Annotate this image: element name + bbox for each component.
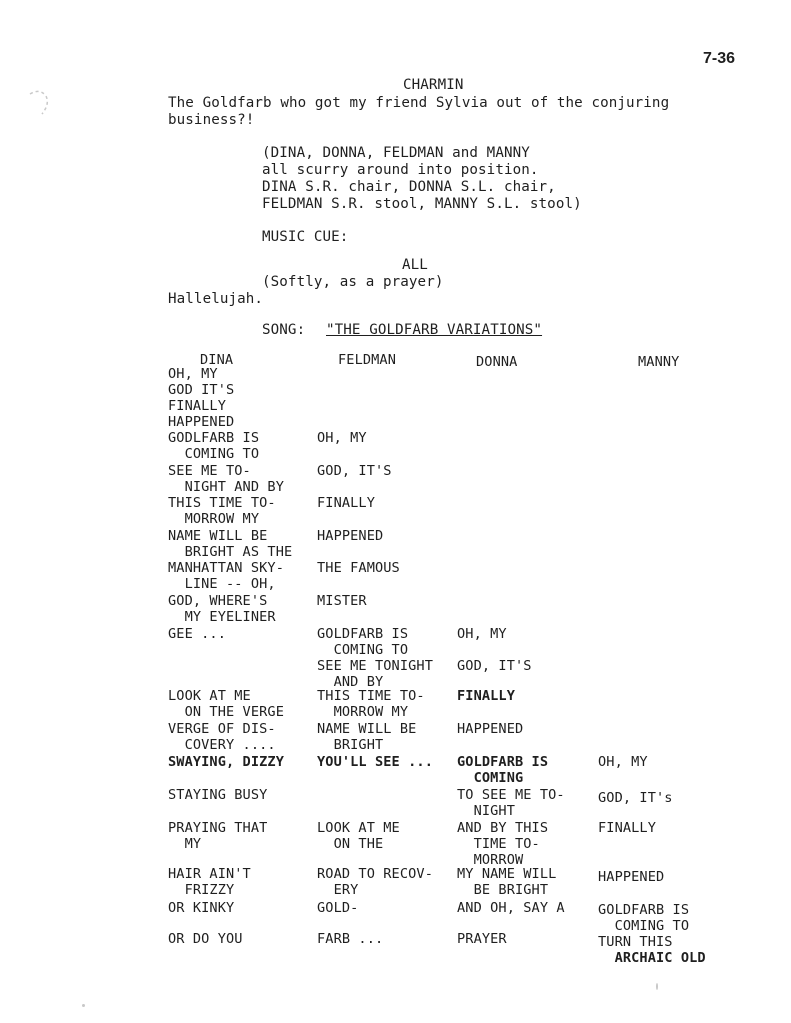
lyric-line-dina: MY [168, 836, 202, 852]
lyric-line-feldman: GOLD- [317, 900, 359, 916]
lyric-line-donna: AND OH, SAY A [457, 900, 565, 916]
lyric-line-dina: FINALLY [168, 398, 226, 414]
column-header-manny: MANNY [638, 354, 680, 370]
lyric-line-manny: OH, MY [598, 754, 648, 770]
lyric-line-feldman: ROAD TO RECOV- [317, 866, 433, 882]
stage-direction-line: all scurry around into position. [262, 162, 539, 178]
lyric-line-feldman: MORROW MY [317, 704, 409, 720]
lyric-line-dina: OR DO YOU [168, 931, 243, 947]
lyric-line-feldman: BRIGHT [317, 737, 384, 753]
stage-direction-line: FELDMAN S.R. stool, MANNY S.L. stool) [262, 196, 582, 212]
lyric-line-donna: GOD, IT'S [457, 658, 532, 674]
lyric-line-manny: HAPPENED [598, 869, 665, 885]
lyric-line-dina: FRIZZY [168, 882, 235, 898]
lyric-line-manny: TURN THIS [598, 934, 673, 950]
lyric-line-dina: COMING TO [168, 446, 260, 462]
lyric-line-dina: SEE ME TO- [168, 463, 251, 479]
lyric-line-donna: OH, MY [457, 626, 507, 642]
lyric-line-dina: HAPPENED [168, 414, 235, 430]
character-name-all: ALL [402, 257, 428, 273]
lyric-line-feldman: ERY [317, 882, 359, 898]
lyric-line-dina: BRIGHT AS THE [168, 544, 293, 560]
lyric-line-dina: OR KINKY [168, 900, 235, 916]
lyric-line-dina: MORROW MY [168, 511, 260, 527]
lyric-line-donna: BE BRIGHT [457, 882, 549, 898]
lyric-line-dina: OH, MY [168, 366, 218, 382]
lyric-line-feldman: THIS TIME TO- [317, 688, 425, 704]
lyric-line-dina: LOOK AT ME [168, 688, 251, 704]
lyric-line-feldman: COMING TO [317, 642, 409, 658]
lyric-line-manny: ARCHAIC OLD [598, 950, 706, 966]
music-cue: MUSIC CUE: [262, 229, 349, 245]
song-title: "THE GOLDFARB VARIATIONS" [326, 322, 543, 338]
lyric-line-feldman: AND BY [317, 674, 384, 690]
column-header-dina: DINA [200, 352, 234, 368]
lyric-line-feldman: LOOK AT ME [317, 820, 400, 836]
lyric-line-dina: THIS TIME TO- [168, 495, 276, 511]
lyric-line-donna: PRAYER [457, 931, 507, 947]
lyric-line-dina: GOD, WHERE'S [168, 593, 268, 609]
lyric-line-dina: NAME WILL BE [168, 528, 268, 544]
column-header-donna: DONNA [476, 354, 518, 370]
lyric-line-feldman: GOD, IT'S [317, 463, 392, 479]
lyric-line-dina: STAYING BUSY [168, 787, 268, 803]
lyric-line-dina: ON THE VERGE [168, 704, 284, 720]
lyric-line-donna: COMING [457, 770, 524, 786]
lyric-line-feldman: OH, MY [317, 430, 367, 446]
lyric-line-dina: COVERY .... [168, 737, 276, 753]
lyric-line-dina: LINE -- OH, [168, 576, 276, 592]
lyric-line-feldman: THE FAMOUS [317, 560, 400, 576]
lyric-line-donna: MORROW [457, 852, 524, 868]
lyric-line-donna: FINALLY [457, 688, 515, 704]
lyric-line-feldman: FINALLY [317, 495, 375, 511]
song-label: SONG: [262, 322, 306, 338]
lyric-line-dina: PRAYING THAT [168, 820, 268, 836]
lyric-line-manny: GOD, IT's [598, 790, 673, 806]
lyric-line-feldman: MISTER [317, 593, 367, 609]
lyric-line-dina: MY EYELINER [168, 609, 276, 625]
lyric-line-feldman: SEE ME TONIGHT [317, 658, 433, 674]
lyric-line-dina: VERGE OF DIS- [168, 721, 276, 737]
lyric-line-manny: FINALLY [598, 820, 656, 836]
scan-speck [82, 1004, 85, 1007]
lyric-line-donna: GOLDFARB IS [457, 754, 549, 770]
lyric-line-dina: HAIR AIN'T [168, 866, 251, 882]
lyric-line-manny: COMING TO [598, 918, 690, 934]
stage-direction-line: DINA S.R. chair, DONNA S.L. chair, [262, 179, 556, 195]
character-name-charmin: CHARMIN [403, 77, 464, 93]
lyric-line-dina: GODLFARB IS [168, 430, 260, 446]
lyric-line-dina: NIGHT AND BY [168, 479, 284, 495]
binder-hole-mark [26, 86, 56, 122]
lyric-line-dina: SWAYING, DIZZY [168, 754, 284, 770]
lyric-line-donna: HAPPENED [457, 721, 524, 737]
parenthetical: (Softly, as a prayer) [262, 274, 444, 290]
stage-direction-line: (DINA, DONNA, FELDMAN and MANNY [262, 145, 530, 161]
scan-speck [656, 983, 658, 990]
lyric-line-donna: MY NAME WILL [457, 866, 557, 882]
lyric-line-donna: TO SEE ME TO- [457, 787, 565, 803]
lyric-line-feldman: YOU'LL SEE ... [317, 754, 433, 770]
lyric-line-feldman: GOLDFARB IS [317, 626, 409, 642]
page-number: 7-36 [703, 50, 736, 67]
lyric-line-feldman: HAPPENED [317, 528, 384, 544]
dialogue-line: The Goldfarb who got my friend Sylvia out of the conjuring [168, 95, 670, 111]
lyric-line-feldman: FARB ... [317, 931, 384, 947]
lyric-line-dina: GEE ... [168, 626, 226, 642]
lyric-line-donna: TIME TO- [457, 836, 540, 852]
lyric-line-feldman: ON THE [317, 836, 384, 852]
dialogue-line: Hallelujah. [168, 291, 264, 307]
lyric-line-donna: AND BY THIS [457, 820, 549, 836]
lyric-line-dina: MANHATTAN SKY- [168, 560, 284, 576]
lyric-line-feldman: NAME WILL BE [317, 721, 417, 737]
lyric-line-manny: GOLDFARB IS [598, 902, 690, 918]
lyric-line-dina: GOD IT'S [168, 382, 235, 398]
dialogue-line: business?! [168, 112, 255, 128]
column-header-feldman: FELDMAN [338, 352, 396, 368]
lyric-line-donna: NIGHT [457, 803, 515, 819]
